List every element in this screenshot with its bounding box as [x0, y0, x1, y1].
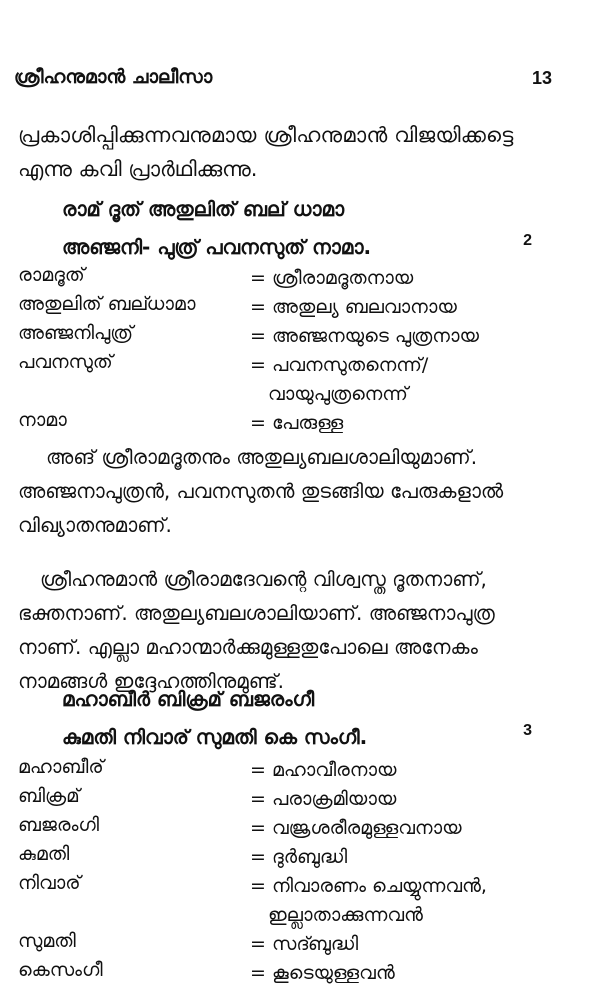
running-header-title: ശ്രീഹനുമാൻ ചാലീസാ: [14, 66, 213, 88]
glossary-term: അഞ്ജനിപുത്ര്: [18, 322, 134, 344]
glossary-meaning: = കൂടെയുള്ളവൻ: [250, 962, 395, 984]
verse-line: മഹാബീർ ബിക്രമ് ബജരംഗീ: [62, 687, 315, 711]
verse-2: [62, 190, 371, 266]
paragraph-3: [18, 562, 495, 698]
verse-line: അഞ്ജനി- പുത്ര് പവനസുത് നാമാ.: [62, 235, 372, 259]
glossary-term: നിവാര്: [18, 872, 81, 894]
glossary-term: രാമദൂത്: [18, 264, 85, 286]
glossary-term: കെസംഗീ: [18, 959, 103, 981]
glossary-meaning-main: = നിവാരണം ചെയ്യുന്നവൻ,: [250, 875, 487, 897]
paragraph-line: നാണ്. എല്ലാ മഹാന്മാർക്കുമുള്ളതുപോലെ അനേകം: [18, 635, 478, 659]
glossary-term: ബജരംഗി: [18, 814, 100, 836]
glossary-row: [18, 785, 588, 814]
glossary-meaning: [250, 872, 487, 930]
glossary-meaning: = അതുല്യ ബലവാനായ: [250, 296, 457, 318]
glossary-term: പവനസുത്: [18, 351, 113, 373]
glossary-meaning: = സദ്ബുദ്ധി: [250, 933, 359, 955]
glossary-term: കുമതി: [18, 843, 70, 865]
paragraph-line: വിഖ്യാതനുമാണ്.: [18, 513, 172, 537]
glossary-meaning: = മഹാവീരനായ: [250, 759, 397, 781]
verse-line: കുമതി നിവാര് സുമതി കെ സംഗീ.: [62, 725, 368, 749]
paragraph-line: എന്നു കവി പ്രാർഥിക്കുന്നു.: [18, 157, 258, 181]
paragraph-2: [18, 440, 503, 542]
paragraph-line: അങ് ശ്രീരാമദൂതനും അതുല്യബലശാലിയുമാണ്.: [46, 445, 478, 469]
glossary-row: [18, 351, 588, 409]
page-number: 13: [531, 68, 552, 88]
glossary-meaning-continuation: വായുപുത്രനെന്ന്: [268, 383, 408, 405]
verse-line: രാമ് ദൂത് അതുലിത് ബല് ധാമാ: [62, 197, 345, 221]
glossary-row: [18, 872, 588, 930]
glossary-verse-3: [18, 756, 588, 988]
glossary-row: [18, 756, 588, 785]
glossary-meaning: [250, 351, 428, 409]
glossary-meaning: = അഞ്ജനയുടെ പുത്രനായ: [250, 325, 479, 347]
glossary-row: [18, 322, 588, 351]
paragraph-line: നാമങ്ങൾ ഇദ്ദേഹത്തിനുമുണ്ട്.: [18, 669, 284, 693]
glossary-term: മഹാബീര്: [18, 756, 104, 778]
verse-number: 3: [523, 722, 532, 739]
glossary-term: നാമാ: [18, 409, 67, 431]
glossary-verse-2: [18, 264, 588, 438]
paragraph-line: ശ്രീഹനുമാൻ ശ്രീരാമദേവന്റെ വിശ്വസ്ത ദൂതനാണ്,: [40, 567, 487, 591]
glossary-row: [18, 264, 588, 293]
glossary-meaning: = ദുർബുദ്ധി: [250, 846, 348, 868]
glossary-term: സുമതി: [18, 930, 76, 952]
glossary-meaning: = പരാക്രമിയായ: [250, 788, 397, 810]
glossary-meaning: = വജ്രശരീരമുള്ളവനായ: [250, 817, 462, 839]
intro-paragraph: [18, 118, 514, 186]
glossary-row: [18, 409, 588, 438]
paragraph-line: അഞ്ജനാപുത്രൻ, പവനസുതൻ തുടങ്ങിയ പേരുകളാൽ: [18, 479, 504, 503]
glossary-meaning-continuation: ഇല്ലാതാക്കുന്നവൻ: [268, 904, 423, 926]
glossary-term: അതുലിത് ബല്ധാമാ: [18, 293, 196, 315]
glossary-row: [18, 959, 588, 988]
glossary-term: ബിക്രമ്: [18, 785, 80, 807]
glossary-meaning: = പേരുള്ള: [250, 412, 344, 434]
glossary-meaning: = ശ്രീരാമദൂതനായ: [250, 267, 414, 289]
glossary-row: [18, 293, 588, 322]
glossary-row: [18, 930, 588, 959]
glossary-row: [18, 843, 588, 872]
glossary-row: [18, 814, 588, 843]
glossary-meaning-main: = പവനസുതനെന്ന്/: [250, 354, 429, 376]
verse-3: [62, 680, 367, 756]
paragraph-line: പ്രകാശിപ്പിക്കുന്നവനുമായ ശ്രീഹനുമാൻ വിജയിക്കട്ടെ: [18, 123, 514, 147]
verse-number: 2: [523, 232, 532, 249]
paragraph-line: ഭക്തനാണ്. അതുല്യബലശാലിയാണ്. അഞ്ജനാപുത്ര: [18, 601, 495, 625]
